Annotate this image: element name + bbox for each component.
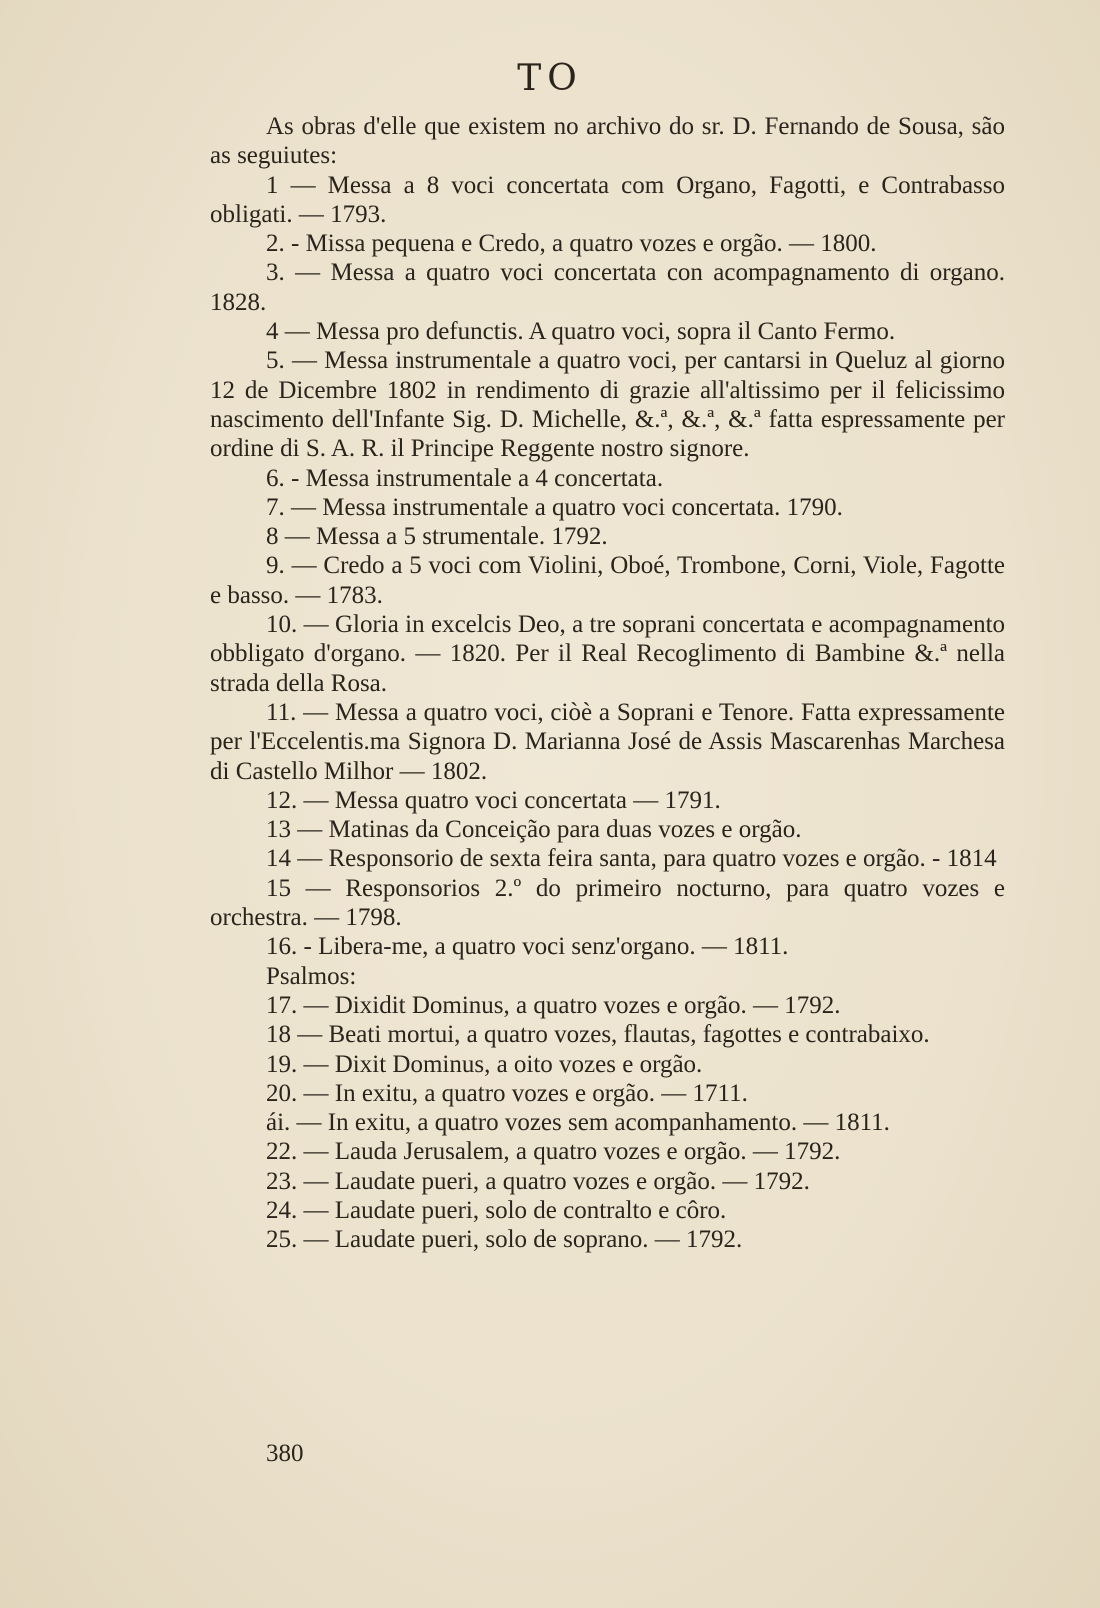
item-number: 16. [266, 933, 304, 961]
item-number: 22. [266, 1138, 304, 1166]
item-number: 12. [266, 786, 304, 814]
list-item [210, 1079, 1005, 1108]
item-number: 1 [266, 171, 291, 199]
item-number: 13 [266, 816, 298, 844]
item-text: — Laudate pueri, solo de contralto e côro. [303, 1196, 727, 1224]
body-text [210, 112, 1005, 1255]
list-item [210, 171, 1005, 230]
list-item [210, 464, 1005, 493]
item-text: - Libera-me, a quatro voci senz'organo. — 1811. [303, 933, 789, 961]
item-number: 3. [266, 259, 296, 287]
item-text: - Messa instrumentale a 4 concertata. [291, 464, 664, 492]
list-item [210, 551, 1005, 610]
item-number: ái. [266, 1109, 297, 1137]
item-number: 5. [266, 347, 292, 375]
item-text: — Messa pro defunctis. A quatro voci, sopra il Canto Fermo. [284, 318, 896, 346]
works-list [210, 171, 1005, 1255]
item-number: 2. [266, 230, 291, 258]
item-text: — Messa quatro voci concertata — 1791. [303, 786, 721, 814]
running-header: TO [517, 58, 583, 99]
list-item [210, 698, 1005, 786]
list-item [210, 1108, 1005, 1137]
item-text: — Credo a 5 voci com Violini, Oboé, Trombone, Corni, Viole, Fagotte e basso. — 1783. [210, 552, 1005, 609]
list-item [210, 815, 1005, 844]
list-item [210, 317, 1005, 346]
list-item [210, 962, 1005, 991]
list-item [210, 1196, 1005, 1225]
list-item [210, 1050, 1005, 1079]
item-number: 15 [266, 874, 306, 902]
item-number: 10. [266, 611, 304, 639]
item-number: 17. [266, 991, 304, 1019]
item-number: 8 [266, 523, 285, 551]
list-item [210, 844, 1005, 873]
list-item [210, 1225, 1005, 1254]
item-number: 23. [266, 1167, 304, 1195]
item-number: 24. [266, 1196, 304, 1224]
item-text: — Messa instrumentale a quatro voci, per cantarsi in Queluz al giorno 12 de Dicembre 1802 in rendimento di grazie all'altissimo per il felicissimo nascimento dell'Infante Sig. D. Michelle, &.ª, &.ª, &.ª fatta espressamente per ordine di S. A. R. il Principe Reggente nostro signore. [210, 347, 1005, 463]
list-item [210, 932, 1005, 961]
item-number: 9. [266, 552, 292, 580]
list-item [210, 493, 1005, 522]
list-item [210, 1167, 1005, 1196]
item-text: — In exitu, a quatro vozes e orgão. — 1711. [303, 1079, 748, 1107]
item-number: 19. [266, 1050, 304, 1078]
item-text: — In exitu, a quatro vozes sem acompanhamento. — 1811. [296, 1109, 890, 1137]
item-text: — Lauda Jerusalem, a quatro vozes e orgão. — 1792. [303, 1138, 841, 1166]
item-number: 7. [266, 493, 291, 521]
list-item [210, 522, 1005, 551]
item-number: 14 [266, 845, 298, 873]
list-item [210, 991, 1005, 1020]
item-text: — Messa a 8 voci concertata com Organo, Fagotti, e Contrabasso obligati. — 1793. [210, 171, 1005, 228]
list-item [210, 1020, 1005, 1049]
item-text: — Matinas da Conceição para duas vozes e orgão. [297, 816, 802, 844]
list-item [210, 229, 1005, 258]
item-text: — Messa a quatro voci concertata con acompagnamento di organo. 1828. [210, 259, 1005, 316]
item-number: 11. [266, 698, 304, 726]
item-number: 4 [266, 318, 285, 346]
item-number: 18 [266, 1021, 298, 1049]
item-text: — Dixit Dominus, a oito vozes e orgão. [303, 1050, 703, 1078]
item-text: — Messa instrumentale a quatro voci concertata. 1790. [291, 493, 843, 521]
item-text: — Gloria in excelcis Deo, a tre soprani concertata e acompagnamento obbligato d'organo. — 1820. Per il Real Recoglimento di Bambine &.ª nella strada della Rosa. [210, 611, 1006, 697]
item-text: Psalmos: [266, 962, 357, 990]
intro-paragraph: As obras d'elle que existem no archivo do sr. D. Fernando de Sousa, são as seguiutes: [210, 113, 1005, 170]
list-item [210, 874, 1005, 933]
item-text: — Dixidit Dominus, a quatro vozes e orgão. — 1792. [303, 991, 841, 1019]
item-text: — Responsorios 2.º do primeiro nocturno, para quatro vozes e orchestra. — 1798. [210, 874, 1005, 932]
list-item [210, 786, 1005, 815]
item-text: — Laudate pueri, solo de soprano. — 1792. [303, 1226, 743, 1254]
page-number: 380 [266, 1440, 304, 1467]
list-item [210, 610, 1005, 698]
item-text: — Messa a 5 strumentale. 1792. [284, 523, 608, 551]
item-text: — Laudate pueri, a quatro vozes e orgão. — 1792. [303, 1167, 810, 1195]
item-text: — Responsorio de sexta feira santa, para quatro vozes e orgão. - 1814 [297, 845, 997, 873]
item-text: — Messa a quatro voci, ciòè a Soprani e Tenore. Fatta expressamente per l'Eccelentis.ma Signora D. Marianna José de Assis Mascarenhas Marchesa di Castello Milhor — 1802. [210, 698, 1005, 785]
list-item [210, 1137, 1005, 1166]
list-item [210, 258, 1005, 317]
item-number: 25. [266, 1226, 304, 1254]
item-text: — Beati mortui, a quatro vozes, flautas, fagottes e contrabaixo. [297, 1021, 930, 1049]
item-number: 6. [266, 464, 291, 492]
item-text: - Missa pequena e Credo, a quatro vozes e orgão. — 1800. [291, 230, 877, 258]
item-number: 20. [266, 1079, 304, 1107]
list-item [210, 346, 1005, 463]
